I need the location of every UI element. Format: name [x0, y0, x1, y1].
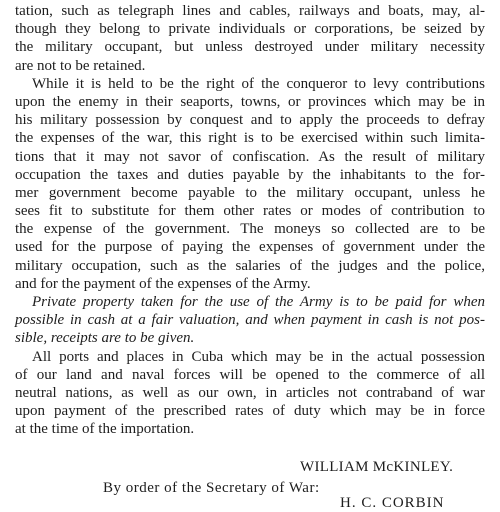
text-line: tation, such as telegraph lines and cables, railways and boats, may, al-	[15, 3, 485, 19]
text-line: at the time of the importation.	[15, 421, 195, 438]
paragraph-4	[15, 348, 485, 439]
text-line: neutral nations, as well as our own, in articles not contraband of war	[15, 384, 485, 401]
text-line: possible in cash at a fair valuation, and when payment in cash is not pos-	[15, 312, 485, 329]
text-line: military occupation, such as the salaries of the judges and the police,	[15, 257, 485, 274]
paragraph-3-italic	[15, 293, 485, 348]
text-line: upon the enemy in their seaports, towns, or provinces which may be in	[15, 93, 485, 110]
text-line: the military occupant, but unless destroyed under military necessity	[15, 39, 485, 56]
text-line: his military possession by conquest and to apply the proceeds to defray	[15, 112, 485, 129]
text-line: are not to be retained.	[15, 57, 146, 74]
signature-order-line: By order of the Secretary of War:	[103, 480, 320, 496]
text-line: though they belong to private individuals or corporations, be seized by	[15, 21, 485, 38]
text-line: upon payment of the prescribed rates of duty which may be in force	[15, 403, 485, 420]
paragraph-1	[15, 2, 485, 75]
signature-partial-line: H. C. CORBIN	[340, 495, 445, 511]
text-line: tions that it may not savor of confiscation. As the result of military	[15, 148, 485, 165]
text-line: Private property taken for the use of the Army is to be paid for when	[32, 294, 485, 310]
document-page	[15, 2, 485, 439]
text-line: occupation the taxes and duties payable by the inhabitants to the for-	[15, 166, 485, 183]
text-line: used for the purpose of paying the expenses of government under the	[15, 239, 485, 256]
text-line: of our land and naval forces will be opened to the commerce of all	[15, 366, 485, 383]
text-line: the expense of the government. The moneys so collected are to be	[15, 221, 485, 238]
signature-name: WILLIAM McKINLEY.	[300, 459, 454, 475]
text-line: mer government become payable to the military occupant, unless he	[15, 184, 485, 201]
text-line: and for the payment of the expenses of the Army.	[15, 275, 311, 292]
paragraph-2	[15, 75, 485, 293]
text-line: sible, receipts are to be given.	[15, 330, 195, 347]
text-line: All ports and places in Cuba which may be in the actual possession	[32, 348, 485, 365]
text-line: sees fit to substitute for them other rates or modes of contribution to	[15, 203, 485, 220]
text-line: the expenses of the war, this right is to be exercised within such limita-	[15, 130, 485, 147]
text-line: While it is held to be the right of the conqueror to levy contributions	[32, 75, 485, 92]
